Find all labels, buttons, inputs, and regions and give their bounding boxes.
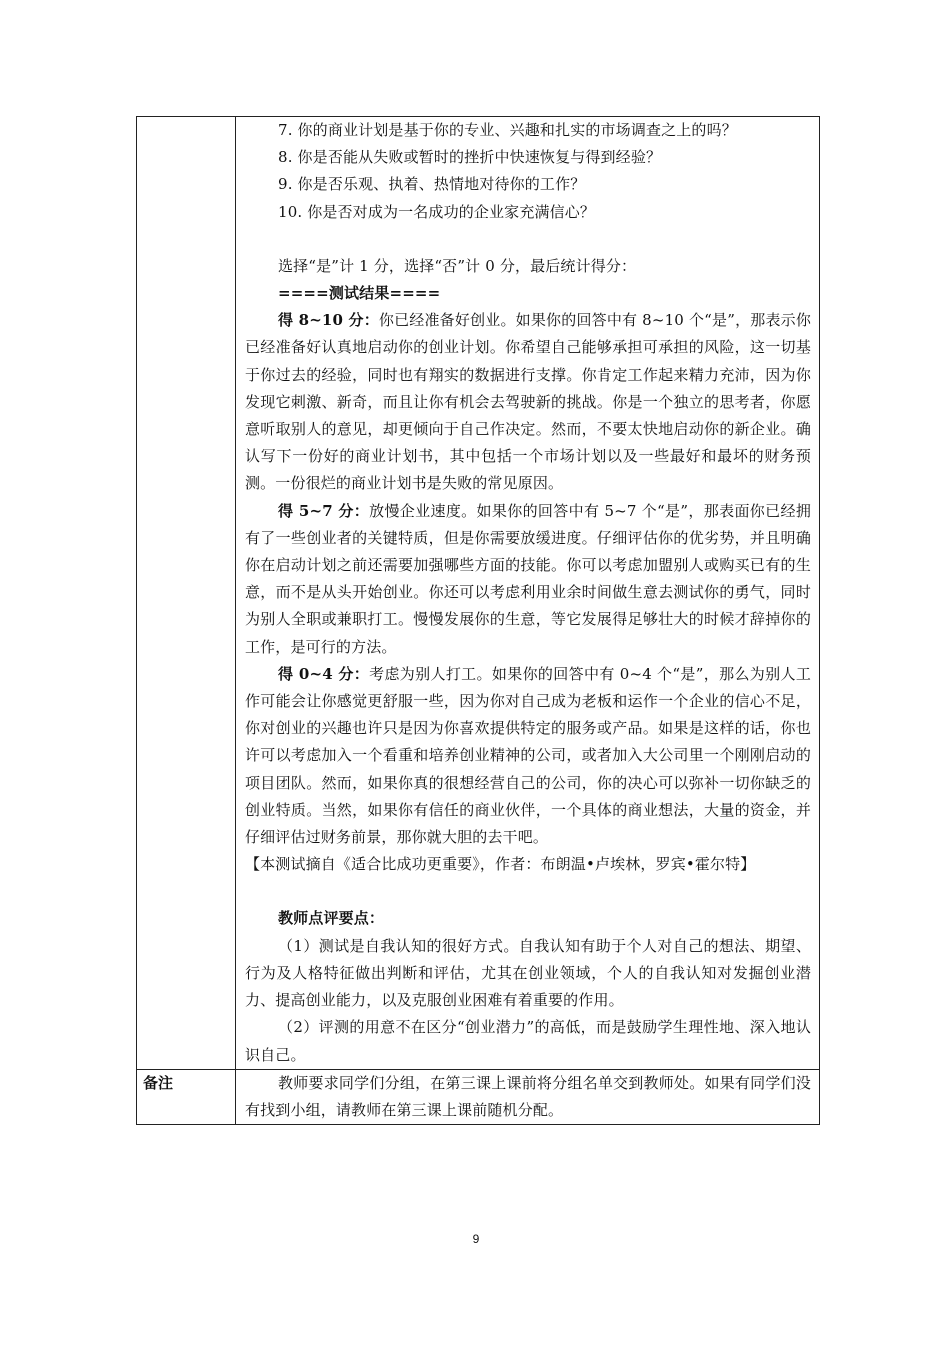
empty-label-cell (137, 117, 236, 1070)
result-8-10 (245, 307, 811, 497)
teacher-point-1: （1）测试是自我认知的很好方式。自我认知有助于个人对自己的想法、期望、行为及人格特征做出判断和评估，尤其在创业领域，个人的自我认知对发掘创业潜力、提高创业能力，以及克服创业困难有着重要的作用。 (245, 936, 811, 1010)
question-9: 9. 你是否乐观、执着、热情地对待你的工作？ (278, 175, 586, 194)
question-10: 10. 你是否对成为一名成功的企业家充满信心？ (278, 202, 596, 221)
content-body (236, 117, 819, 1069)
remarks-label: 备注 (143, 1073, 174, 1092)
result-8-10-title: 得 8~10 分： (278, 311, 379, 330)
content-row (137, 117, 820, 1070)
content-cell (236, 117, 820, 1070)
remarks-row (137, 1069, 820, 1124)
teacher-heading: 教师点评要点： (278, 909, 385, 928)
result-0-4 (245, 661, 811, 851)
remarks-text: 教师要求同学们分组，在第三课上课前将分组名单交到教师处。如果有同学们没有找到小组，请教师在第三课上课前随机分配。 (245, 1073, 811, 1119)
teacher-point-2: （2）评测的用意不在区分“创业潜力”的高低，而是鼓励学生理性地、深入地认识自己。 (245, 1018, 811, 1064)
scoring-rule: 选择“是”计 1 分，选择“否”计 0 分，最后统计得分： (278, 256, 637, 275)
result-5-7 (245, 498, 811, 661)
spacer (245, 878, 811, 905)
question-7: 7. 你的商业计划是基于你的专业、兴趣和扎实的市场调查之上的吗？ (278, 121, 737, 139)
result-5-7-title: 得 5~7 分： (278, 501, 370, 520)
remarks-label-cell (137, 1069, 236, 1124)
result-0-4-text: 考虑为别人打工。如果你的回答中有 0~4 个“是”，那么为别人工作可能会让你感觉更舒服一些，因为你对自己成为老板和运作一个企业的信心不足，你对创业的兴趣也许只是因为你喜欢提供特定的服务或产品。如果是这样的话，你也许可以考虑加入一个看重和培养创业精神的公司，或者加入大公司里一个刚刚启动的项目团队。然而，如果你真的很想经营自己的公司，你的决心可以弥补一切你缺乏的创业特质。当然，如果你有信任的商业伙伴，一个具体的商业想法，大量的资金，并仔细评估过财务前景，那你就大胆的去干吧。 (245, 664, 811, 847)
result-heading: ====测试结果==== (278, 284, 441, 303)
result-5-7-text: 放慢企业速度。如果你的回答中有 5~7 个“是”，那表面你已经拥有了一些创业者的关键特质，但是你需要放缓进度。仔细评估你的优劣势，并且明确你在启动计划之前还需要加强哪些方面的技能。你可以考虑加盟别人或购买已有的生意，而不是从头开始创业。你还可以考虑利用业余时间做生意去测试你的勇气，同时为别人全职或兼职打工。慢慢发展你的生意，等它发展得足够壮大的时候才辞掉你的工作，是可行的方法。 (245, 501, 811, 656)
result-0-4-title: 得 0~4 分： (278, 664, 370, 683)
result-8-10-text: 你已经准备好创业。如果你的回答中有 8~10 个“是”，那表示你已经准备好认真地启动你的创业计划。你希望自己能够承担可承担的风险，这一切基于你过去的经验，同时也有翔实的数据进行支撑。你肯定工作起来精力充沛，因为你发现它刺激、新奇，而且让你有机会去驾驶新的挑战。你是一个独立的思考者，你愿意听取别人的意见，却更倾向于自己作决定。然而，不要太快地启动你的新企业。确认写下一份好的商业计划书，其中包括一个市场计划以及一些最好和最坏的财务预测。一份很烂的商业计划书是失败的常见原因。 (245, 311, 811, 493)
page-number: 9 (472, 1232, 480, 1246)
source-note: 【本测试摘自《适合比成功更重要》，作者：布朗温•卢埃林，罗宾•霍尔特】 (245, 855, 756, 874)
lesson-table (136, 116, 820, 1125)
spacer (245, 226, 811, 253)
remarks-content-cell (236, 1069, 820, 1124)
question-8: 8. 你是否能从失败或暂时的挫折中快速恢复与得到经验？ (278, 148, 662, 167)
